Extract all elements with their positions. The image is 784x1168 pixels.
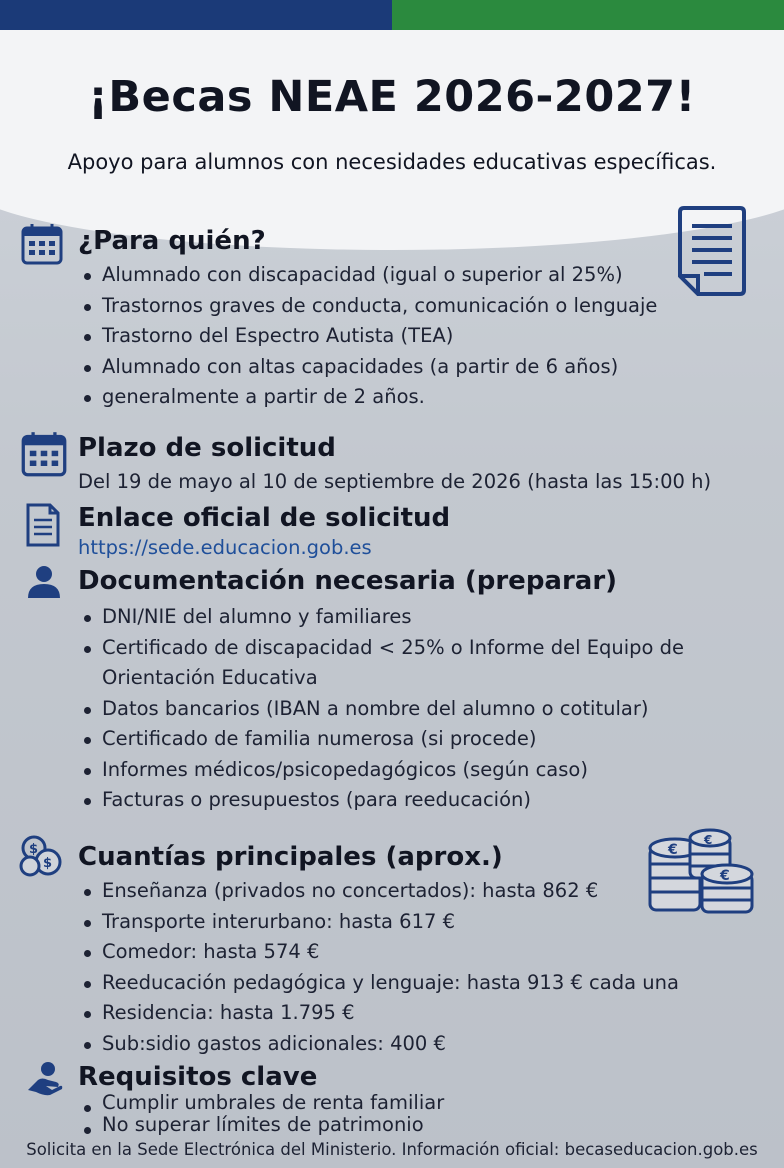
svg-text:€: € <box>720 868 730 884</box>
svg-text:€: € <box>668 842 678 858</box>
page-subtitle: Apoyo para alumnos con necesidades educativas específicas. <box>67 150 717 174</box>
list-item: Sub:sidio gastos adicionales: 400 € <box>78 1029 679 1060</box>
svg-text:$: $ <box>43 856 53 871</box>
document-icon <box>676 204 748 298</box>
calendar-icon <box>20 222 64 266</box>
list-item: Trastornos graves de conducta, comunicación o lenguaje <box>78 291 657 322</box>
top-color-bar <box>0 0 784 30</box>
top-bar-green <box>392 0 784 30</box>
list-requisitos <box>78 1092 444 1136</box>
svg-text:€: € <box>704 833 713 847</box>
section-heading-plazo: Plazo de solicitud <box>78 433 336 463</box>
section-heading-enlace: Enlace oficial de solicitud <box>78 503 451 533</box>
list-item: Facturas o presupuestos (para reeducación) <box>78 785 684 816</box>
list-item-continuation: Orientación Educativa <box>102 666 318 689</box>
hand-coin-icon <box>26 1060 64 1096</box>
section-heading-documentacion: Documentación necesaria (preparar) <box>78 566 618 596</box>
list-item: No superar límites de patrimonio <box>78 1114 444 1136</box>
list-item: Residencia: hasta 1.795 € <box>78 998 679 1029</box>
list-cuantias <box>78 876 679 1059</box>
footer-note: Solicita en la Sede Electrónica del Ministerio. Información oficial: becaseducacion.gob.es <box>26 1140 758 1159</box>
list-item: Certificado de discapacidad < 25% o Informe del Equipo de <box>78 633 684 664</box>
money-icon <box>18 834 64 878</box>
list-item: Reeducación pedagógica y lenguaje: hasta 913 € cada una <box>78 968 679 999</box>
section-heading-para-quien: ¿Para quién? <box>78 226 266 256</box>
list-item: Enseñanza (privados no concertados): hasta 862 € <box>78 876 679 907</box>
person-icon <box>26 564 62 600</box>
list-item: Comedor: hasta 574 € <box>78 937 679 968</box>
list-item: Informes médicos/psicopedagógicos (según caso) <box>78 755 684 786</box>
list-item: Cumplir umbrales de renta familiar <box>78 1092 444 1114</box>
list-item: Trastorno del Espectro Autista (TEA) <box>78 321 657 352</box>
header-panel <box>0 30 784 250</box>
document-icon <box>24 502 62 548</box>
list-item: generalmente a partir de 2 años. <box>78 382 657 413</box>
svg-text:$: $ <box>29 842 39 857</box>
list-item: Datos bancarios (IBAN a nombre del alumno o cotitular) <box>78 694 684 725</box>
list-item: DNI/NIE del alumno y familiares <box>78 602 684 633</box>
top-bar-blue <box>0 0 392 30</box>
list-para-quien <box>78 260 657 413</box>
list-item: Transporte interurbano: hasta 617 € <box>78 907 679 938</box>
list-item: Alumnado con discapacidad (igual o superior al 25%) <box>78 260 657 291</box>
section-heading-cuantias: Cuantías principales (aprox.) <box>78 842 503 872</box>
official-link[interactable]: https://sede.educacion.gob.es <box>78 536 372 559</box>
list-documentacion <box>78 602 684 816</box>
page-title: ¡Becas NEAE 2026-2027! <box>88 72 696 122</box>
plazo-dates: Del 19 de mayo al 10 de septiembre de 2026 (hasta las 15:00 h) <box>78 470 712 493</box>
list-item: Alumnado con altas capacidades (a partir de 6 años) <box>78 352 657 383</box>
calendar-icon <box>20 430 68 478</box>
list-item: Certificado de familia numerosa (si procede) <box>78 724 684 755</box>
section-heading-requisitos: Requisitos clave <box>78 1062 318 1092</box>
